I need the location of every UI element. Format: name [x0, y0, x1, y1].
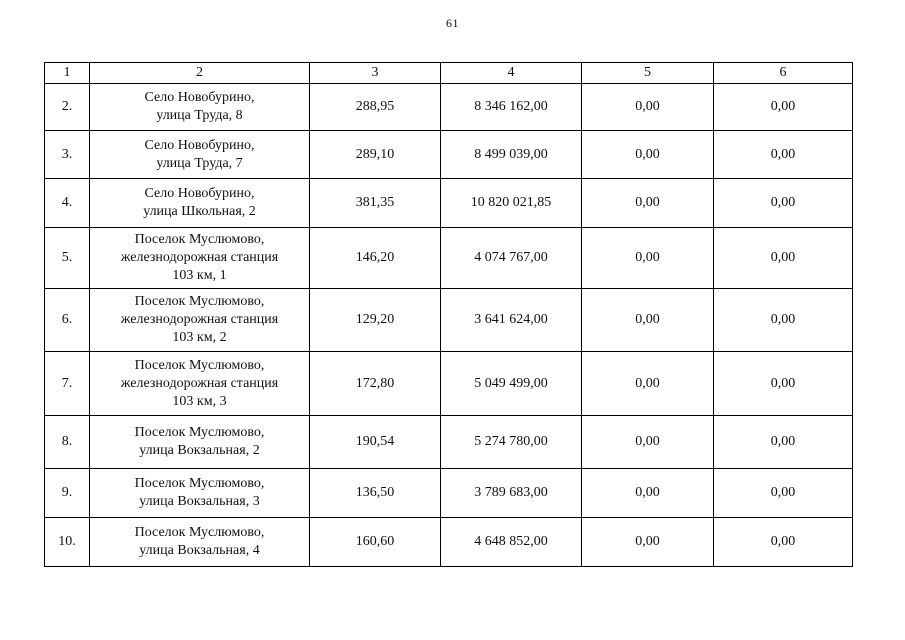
area-cell: 381,35: [310, 179, 441, 228]
area-cell: 172,80: [310, 352, 441, 416]
area-cell: 129,20: [310, 289, 441, 352]
column-6-cell: 0,00: [714, 179, 853, 228]
column-6-cell: 0,00: [714, 289, 853, 352]
column-5-cell: 0,00: [582, 416, 714, 469]
column-5-cell: 0,00: [582, 228, 714, 289]
column-6-cell: 0,00: [714, 131, 853, 179]
row-number-cell: 8.: [45, 416, 90, 469]
table-body: [45, 84, 853, 567]
address-cell: [90, 352, 310, 416]
amount-cell: 3 789 683,00: [441, 469, 582, 518]
area-cell: 289,10: [310, 131, 441, 179]
area-cell: 136,50: [310, 469, 441, 518]
address-line: 103 км, 3: [172, 393, 227, 409]
amount-cell: 4 648 852,00: [441, 518, 582, 567]
row-number-cell: 2.: [45, 84, 90, 131]
area-cell: 190,54: [310, 416, 441, 469]
table-row: [45, 289, 853, 352]
address-cell: [90, 131, 310, 179]
column-6-cell: 0,00: [714, 416, 853, 469]
column-6-cell: 0,00: [714, 469, 853, 518]
column-5-cell: 0,00: [582, 469, 714, 518]
address-line: Поселок Муслюмово,: [134, 357, 265, 373]
table-row: [45, 179, 853, 228]
column-6-cell: 0,00: [714, 228, 853, 289]
address-cell: [90, 289, 310, 352]
table-row: [45, 518, 853, 567]
table-row: [45, 131, 853, 179]
data-table: [44, 62, 853, 567]
address-cell: [90, 469, 310, 518]
amount-cell: 5 274 780,00: [441, 416, 582, 469]
column-5-cell: 0,00: [582, 179, 714, 228]
address-line: улица Труда, 7: [156, 155, 243, 171]
column-header: 4: [441, 63, 582, 84]
column-header: 6: [714, 63, 853, 84]
address-line: улица Школьная, 2: [143, 204, 256, 219]
column-5-cell: 0,00: [582, 84, 714, 131]
amount-cell: 3 641 624,00: [441, 289, 582, 352]
address-cell: [90, 518, 310, 567]
address-line: Поселок Муслюмово,: [134, 476, 265, 491]
row-number-cell: 6.: [45, 289, 90, 352]
address-line: Поселок Муслюмово,: [134, 294, 265, 309]
row-number-cell: 9.: [45, 469, 90, 518]
column-5-cell: 0,00: [582, 352, 714, 416]
address-cell: [90, 179, 310, 228]
header-row: [45, 63, 853, 84]
column-6-cell: 0,00: [714, 352, 853, 416]
amount-cell: 8 499 039,00: [441, 131, 582, 179]
address-line: 103 км, 2: [172, 330, 227, 345]
column-6-cell: 0,00: [714, 84, 853, 131]
column-header: 1: [45, 63, 90, 84]
table-header: [45, 63, 853, 84]
address-line: улица Вокзальная, 2: [139, 443, 260, 458]
amount-cell: 4 074 767,00: [441, 228, 582, 289]
address-line: Село Новобурино,: [144, 137, 255, 153]
column-6-cell: 0,00: [714, 518, 853, 567]
address-cell: [90, 84, 310, 131]
row-number-cell: 3.: [45, 131, 90, 179]
row-number-cell: 7.: [45, 352, 90, 416]
address-cell: [90, 228, 310, 289]
table-row: [45, 84, 853, 131]
column-header: 3: [310, 63, 441, 84]
row-number-cell: 5.: [45, 228, 90, 289]
address-line: Поселок Муслюмово,: [134, 525, 265, 540]
area-cell: 160,60: [310, 518, 441, 567]
page-number: 61: [446, 16, 459, 30]
column-5-cell: 0,00: [582, 289, 714, 352]
table-row: [45, 352, 853, 416]
address-line: Поселок Муслюмово,: [134, 425, 265, 440]
amount-cell: 10 820 021,85: [441, 179, 582, 228]
row-number-cell: 4.: [45, 179, 90, 228]
address-line: железнодорожная станция: [120, 375, 279, 391]
table-row: [45, 228, 853, 289]
address-line: Село Новобурино,: [144, 186, 255, 201]
address-cell: [90, 416, 310, 469]
address-line: Село Новобурино,: [144, 90, 255, 105]
table-row: [45, 469, 853, 518]
amount-cell: 8 346 162,00: [441, 84, 582, 131]
address-line: Поселок Муслюмово,: [134, 232, 265, 247]
area-cell: 288,95: [310, 84, 441, 131]
row-number-cell: 10.: [45, 518, 90, 567]
address-line: улица Вокзальная, 3: [139, 494, 260, 509]
column-header: 5: [582, 63, 714, 84]
column-header: 2: [90, 63, 310, 84]
table-row: [45, 416, 853, 469]
column-5-cell: 0,00: [582, 518, 714, 567]
address-line: железнодорожная станция: [120, 250, 279, 265]
address-line: 103 км, 1: [172, 268, 227, 283]
address-line: улица Вокзальная, 4: [139, 543, 260, 558]
area-cell: 146,20: [310, 228, 441, 289]
address-line: железнодорожная станция: [120, 312, 279, 327]
column-5-cell: 0,00: [582, 131, 714, 179]
address-line: улица Труда, 8: [156, 108, 243, 123]
amount-cell: 5 049 499,00: [441, 352, 582, 416]
